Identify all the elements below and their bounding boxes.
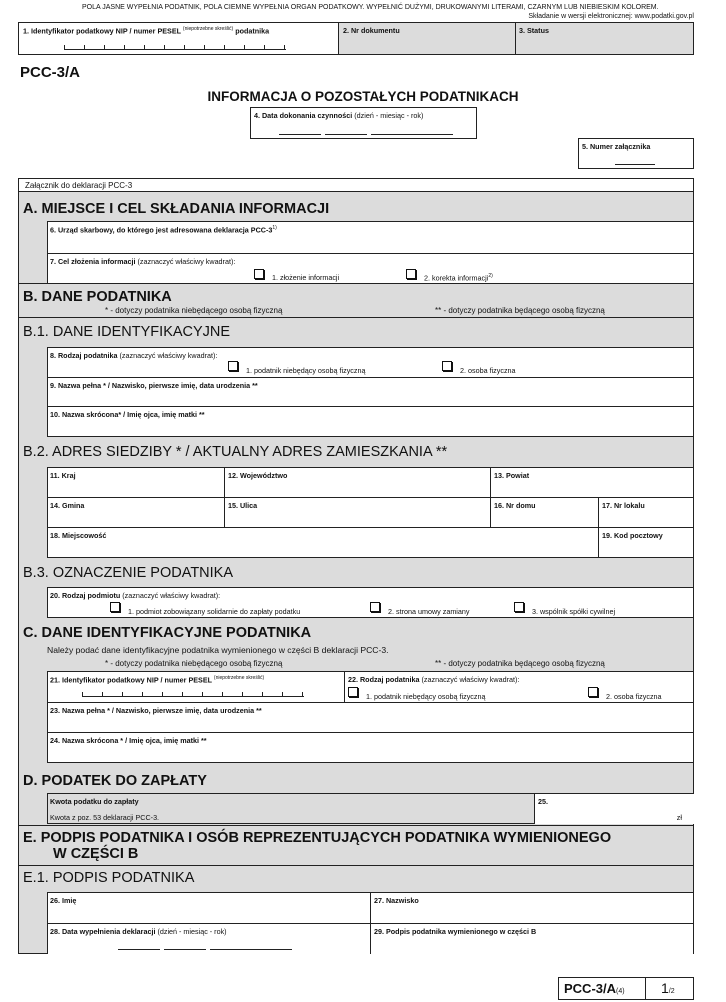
tax-amount-row xyxy=(47,793,693,824)
attachment-row xyxy=(19,179,693,192)
apartment-number-label: 17. Nr lokalu xyxy=(602,501,645,510)
tax-amount-hint: Kwota z poz. 53 deklaracji PCC-3. xyxy=(50,813,160,822)
section-c-note-legal: * - dotyczy podatnika niebędącego osobą fizyczną xyxy=(105,659,283,668)
purpose-correction-checkbox[interactable] xyxy=(406,269,416,279)
section-c-title: C. DANE IDENTYFIKACYJNE PODATNIKA xyxy=(23,625,312,641)
entity-type-exchange-checkbox[interactable] xyxy=(370,602,380,612)
c-taxpayer-id-label: 21. Identyfikator podatkowy NIP / numer PESEL $^{(niepotrzebne skreślić)}$ xyxy=(50,675,265,685)
first-name-label: 26. Imię xyxy=(50,896,77,905)
c-short-name-label: 24. Nazwa skrócona * / Imię ojca, imię matki ** xyxy=(50,736,207,745)
date-of-action-label: 4. Data dokonania czynności (dzień - miesiąc - rok) xyxy=(254,111,424,120)
taxpayer-type-natural-label: 2. osoba fizyczna xyxy=(460,366,516,375)
footer-form-id xyxy=(558,977,694,1000)
purpose-submission-label: 1. złożenie informacji xyxy=(272,273,340,282)
last-name-label: 27. Nazwisko xyxy=(374,896,419,905)
taxpayer-type-legal-checkbox[interactable] xyxy=(228,361,238,371)
entity-type-solidary-label: 1. podmiot zobowiązany solidarnie do zapłaty podatku xyxy=(128,607,301,616)
form-title: INFORMACJA O POZOSTAŁYCH PODATNIKACH xyxy=(207,89,519,104)
country-label: 11. Kraj xyxy=(50,471,76,480)
c-full-name-label: 23. Nazwa pełna * / Nazwisko, pierwsze imię, data urodzenia ** xyxy=(50,706,262,715)
fill-date-label: 28. Data wypełnienia deklaracji (dzień - miesiąc - rok) xyxy=(50,927,227,936)
section-a-title: A. MIEJSCE I CEL SKŁADANIA INFORMACJI xyxy=(23,201,330,217)
attachment-number-field[interactable] xyxy=(578,138,694,169)
address-grid xyxy=(47,467,693,558)
full-name-field[interactable] xyxy=(47,377,693,406)
section-e1-title: E.1. PODPIS PODATNIKA xyxy=(23,870,195,886)
section-c-note-natural: ** - dotyczy podatnika będącego osobą fizyczną xyxy=(435,659,605,668)
taxpayer-id-field[interactable] xyxy=(19,23,339,54)
purpose-submission-checkbox[interactable] xyxy=(254,269,264,279)
document-number-label: 2. Nr dokumentu xyxy=(343,26,400,35)
purpose-field xyxy=(47,253,693,283)
postal-code-label: 19. Kod pocztowy xyxy=(602,531,663,540)
taxpayer-type-natural-checkbox[interactable] xyxy=(442,361,452,371)
form-code: PCC-3/A xyxy=(20,64,81,81)
c-taxpayer-type-label: 22. Rodzaj podatnika (zaznaczyć właściwy kwadrat): xyxy=(348,675,520,684)
c-taxpayer-type-natural-label: 2. osoba fizyczna xyxy=(606,692,662,701)
section-b-note-natural: ** - dotyczy podatnika będącego osobą fizyczną xyxy=(435,306,605,315)
footer-page-number: 1/2 xyxy=(661,980,675,996)
c-taxpayer-type-legal-checkbox[interactable] xyxy=(348,687,358,697)
header-electronic-note: Składanie w wersji elektronicznej: www.podatki.gov.pl xyxy=(528,13,694,20)
tax-amount-label: Kwota podatku do zapłaty xyxy=(50,797,139,806)
entity-type-field xyxy=(47,587,693,618)
taxpayer-id-label: 1. Identyfikator podatkowy NIP / numer PESEL $^{(niepotrzebne skreślić)}$ podatnika xyxy=(23,26,270,36)
entity-type-label: 20. Rodzaj podmiotu (zaznaczyć właściwy kwadrat): xyxy=(50,591,221,600)
tax-amount-field-label: 25. xyxy=(538,797,548,806)
c-taxpayer-type-natural-checkbox[interactable] xyxy=(588,687,598,697)
house-number-label: 16. Nr domu xyxy=(494,501,536,510)
section-c-id-row xyxy=(47,671,693,702)
purpose-correction-label: 2. korekta informacji$^{2)}$ xyxy=(424,273,493,283)
section-d-title: D. PODATEK DO ZAPŁATY xyxy=(23,773,207,789)
short-name-label: 10. Nazwa skrócona* / Imię ojca, imię matki ** xyxy=(50,410,205,419)
entity-type-solidary-checkbox[interactable] xyxy=(110,602,120,612)
section-e-title-line2: W CZĘŚCI B xyxy=(53,846,139,862)
c-taxpayer-id-digit-boxes[interactable] xyxy=(82,692,304,697)
voivodeship-label: 12. Województwo xyxy=(228,471,288,480)
date-of-action-field[interactable] xyxy=(250,107,477,139)
tax-office-label: 6. Urząd skarbowy, do którego jest adresowana deklaracja PCC-3$^{1)}$ xyxy=(50,225,277,235)
signature-label: 29. Podpis podatnika wymienionego w części B xyxy=(374,927,537,936)
short-name-field[interactable] xyxy=(47,406,693,437)
status-label: 3. Status xyxy=(519,26,549,35)
header-instruction: POLA JASNE WYPEŁNIA PODATNIK, POLA CIEMNE WYPEŁNIA ORGAN PODATKOWY. WYPEŁNIĆ DUŻYMI, DRUKOWANYMI LITERAMI, CZARNYM LUB NIEBIESKIM KOLOREM. xyxy=(82,4,659,11)
entity-type-partner-label: 3. wspólnik spółki cywilnej xyxy=(532,607,616,616)
section-b-note-legal: * - dotyczy podatnika niebędącego osobą fizyczną xyxy=(105,306,283,315)
section-b1-title: B.1. DANE IDENTYFIKACYJNE xyxy=(23,324,231,340)
purpose-label: 7. Cel złożenia informacji (zaznaczyć właściwy kwadrat): xyxy=(50,257,236,266)
taxpayer-type-label: 8. Rodzaj podatnika (zaznaczyć właściwy kwadrat): xyxy=(50,351,218,360)
attachment-label: Załącznik do deklaracji PCC-3 xyxy=(25,181,133,190)
section-c-intro: Należy podać dane identyfikacyjne podatnika wymienionego w części B deklaracji PCC-3. xyxy=(47,645,389,655)
taxpayer-type-legal-label: 1. podatnik niebędący osobą fizyczną xyxy=(246,366,366,375)
signature-grid xyxy=(47,892,693,954)
county-label: 13. Powiat xyxy=(494,471,530,480)
entity-type-partner-checkbox[interactable] xyxy=(514,602,524,612)
tax-amount-field[interactable] xyxy=(534,794,694,824)
section-e-title: E. PODPIS PODATNIKA I OSÓB REPREZENTUJĄCYCH PODATNIKA WYMIENIONEGO xyxy=(23,830,612,846)
taxpayer-type-field xyxy=(47,347,693,377)
full-name-label: 9. Nazwa pełna * / Nazwisko, pierwsze imię, data urodzenia ** xyxy=(50,381,258,390)
section-b2-title: B.2. ADRES SIEDZIBY * / AKTUALNY ADRES ZAMIESZKANIA ** xyxy=(23,444,448,460)
tax-amount-currency: zł xyxy=(676,813,682,822)
street-label: 15. Ulica xyxy=(228,501,258,510)
city-label: 18. Miejscowość xyxy=(50,531,107,540)
attachment-number-label: 5. Numer załącznika xyxy=(582,142,651,151)
section-b3-title: B.3. OZNACZENIE PODATNIKA xyxy=(23,565,234,581)
commune-label: 14. Gmina xyxy=(50,501,85,510)
tax-office-field[interactable] xyxy=(47,221,693,253)
c-short-name-field[interactable] xyxy=(47,732,693,763)
section-b-title: B. DANE PODATNIKA xyxy=(23,289,172,305)
entity-type-exchange-label: 2. strona umowy zamiany xyxy=(388,607,470,616)
form-body xyxy=(18,178,694,954)
footer-form-code: PCC-3/A(4) xyxy=(564,981,625,996)
c-full-name-field[interactable] xyxy=(47,702,693,732)
c-taxpayer-type-legal-label: 1. podatnik niebędący osobą fizyczną xyxy=(366,692,486,701)
header-box xyxy=(18,22,694,55)
taxpayer-id-digit-boxes xyxy=(64,45,286,50)
